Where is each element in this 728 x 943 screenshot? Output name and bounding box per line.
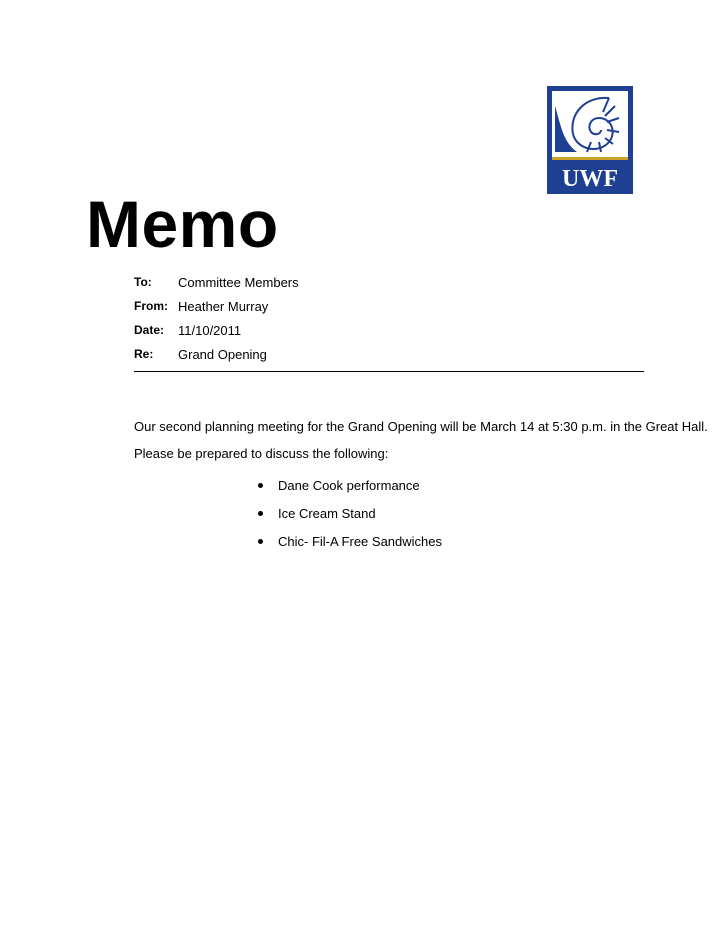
list-item — [258, 471, 442, 499]
bullet-icon — [258, 483, 263, 488]
header-row-to — [134, 270, 299, 294]
body-paragraph-1: Our second planning meeting for the Grand Opening will be March 14 at 5:30 p.m. in the Great Hall. — [134, 419, 708, 434]
body-paragraph-2: Please be prepared to discuss the following: — [134, 446, 389, 461]
from-label: From: — [134, 299, 168, 313]
date-label: Date: — [134, 323, 165, 337]
header-row-date — [134, 318, 299, 342]
bullet-icon — [258, 539, 263, 544]
list-item-text: Chic- Fil-A Free Sandwiches — [278, 533, 442, 549]
discussion-list — [258, 471, 442, 555]
header-row-re — [134, 342, 299, 366]
header-row-from — [134, 294, 299, 318]
nautilus-logo-graphic — [547, 86, 633, 194]
to-value: Committee Members — [178, 274, 299, 290]
bullet-icon — [258, 511, 263, 516]
list-item — [258, 527, 442, 555]
memo-header — [134, 270, 299, 366]
logo-text: UWF — [562, 166, 618, 192]
list-item-text: Dane Cook performance — [278, 477, 420, 493]
page-title: Memo — [86, 187, 279, 261]
list-item — [258, 499, 442, 527]
from-value: Heather Murray — [178, 298, 269, 314]
date-value: 11/10/2011 — [178, 322, 242, 338]
list-item-text: Ice Cream Stand — [278, 505, 376, 521]
re-value: Grand Opening — [178, 346, 267, 362]
header-divider — [134, 371, 644, 372]
uwf-logo — [547, 86, 633, 194]
re-label: Re: — [134, 347, 154, 361]
to-label: To: — [134, 275, 152, 289]
